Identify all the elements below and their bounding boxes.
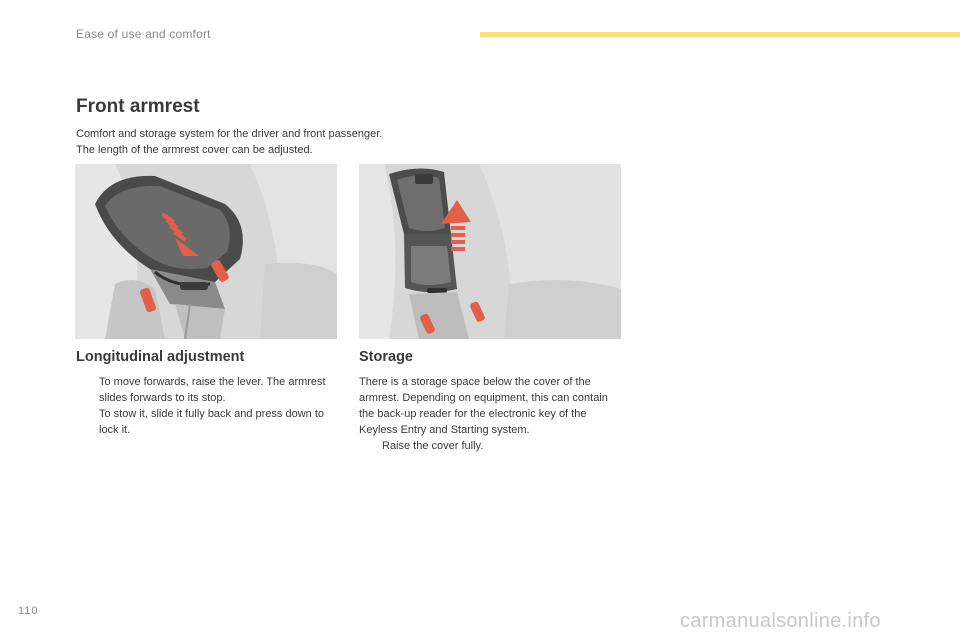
page-number: 110 xyxy=(18,605,39,617)
armrest-storage-illustration xyxy=(359,164,621,339)
storage-description: There is a storage space below the cover of the armrest. Depending on equipment, this can contain the back-up reader for the electronic key of the Keyless Entry and Starting system. xyxy=(359,376,608,436)
section-label: Ease of use and comfort xyxy=(76,27,211,41)
page-title: Front armrest xyxy=(76,96,200,117)
longitudinal-adjustment-title: Longitudinal adjustment xyxy=(76,349,245,365)
armrest-storage-drawing xyxy=(359,164,621,339)
armrest-adjustment-illustration xyxy=(75,164,337,339)
intro-text xyxy=(76,126,576,158)
header-accent-bar xyxy=(480,32,960,37)
step-text: To stow it, slide it fully back and press down to lock it. xyxy=(99,408,324,436)
armrest-adjustment-drawing xyxy=(75,164,337,339)
storage-step xyxy=(359,438,621,454)
watermark: carmanualsonline.info xyxy=(680,610,881,632)
intro-line-2: The length of the armrest cover can be adjusted. xyxy=(76,144,313,156)
longitudinal-adjustment-steps xyxy=(76,374,338,438)
step-item xyxy=(76,374,338,406)
step-text: To move forwards, raise the lever. The armrest slides forwards to its stop. xyxy=(99,376,326,404)
step-item xyxy=(76,406,338,438)
step-text: Raise the cover fully. xyxy=(382,440,484,452)
storage-title: Storage xyxy=(359,349,413,365)
intro-line-1: Comfort and storage system for the driver and front passenger. xyxy=(76,128,383,140)
